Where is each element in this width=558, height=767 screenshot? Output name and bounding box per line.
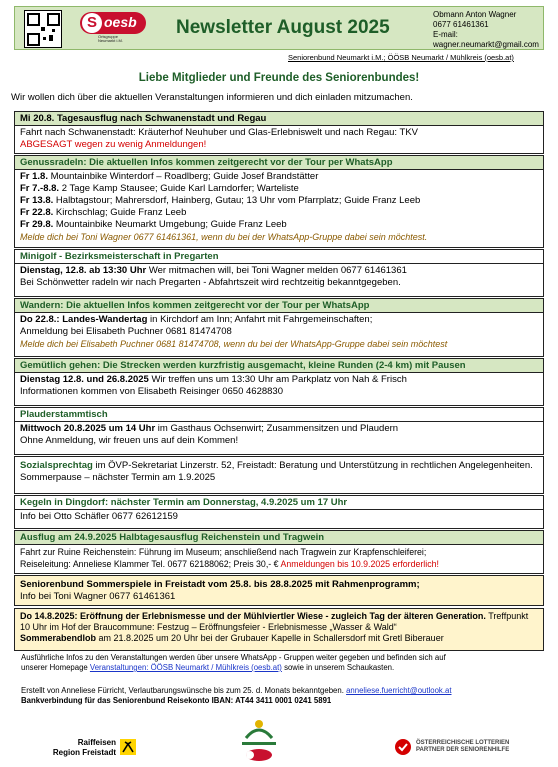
list-item: Fr 7.-8.8. 2 Tage Kamp Stausee; Guide Karl Larndorfer; Warteliste [20,183,299,194]
footer-info: Ausführliche Infos zu den Veranstaltungen werden über unsere WhatsApp - Gruppen weiter gegeben und befinden sich auf unserer Homepage Veranstaltungen: ÖÖSB Neumarkt / Mühlkreis (oesb.at) sowie in unserem Schaukasten. [21,653,446,672]
list-item: Fr 22.8. Kirchschlag; Guide Franz Leeb [20,207,187,218]
raiffeisen-logo: Raiffeisen Region Freistadt [50,738,140,764]
list-item: Fr 1.8. Mountainbike Winterdorf – Roadlberg; Guide Josef Brandstätter [20,171,319,182]
section-plauderstammtisch: Plauderstammtisch Mittwoch 20.8.2025 um 14 Uhr im Gasthaus Ochsenwirt; Zusammensitzen und Plaudern Ohne Anmeldung, wir freuen uns auf dein Kommen! [14,407,544,455]
section-ausflug-schwanenstadt: Mi 20.8. Tagesausflug nach Schwanenstadt und Regau Fahrt nach Schwanenstadt: Kräuterhof Neuhuber und Glas-Erlebniswelt und nach Regau: TKV ABGESAGT wegen zu wenig Anmeldungen! [14,111,544,154]
section-genussradeln: Genussradeln: Die aktuellen Infos kommen zeitgerecht vor der Tour per WhatsApp Fr 1.8. Mountainbike Winterdorf – Roadlberg; Guide Josef Brandstätter Fr 7.-8.8. 2 Tage Kamp Stausee; Guide Karl Larndorfer; Warteliste Fr 13.8. Halbtagstour; Mahrersdorf, Hainberg, Gutau; 13 Uhr vom Pfarrplatz; Guide Franz Leeb Fr 22.8. Kirchschlag; Guide Franz Leeb Fr 29.8. Mountainbike Neumarkt Umgebung; Guide Franz Leeb Melde dich bei Toni Wagner 0677 61461361, wenn du bei der WhatsApp-Gruppe dabei sein möchtest. [14,155,544,248]
footer-credits: Erstellt von Anneliese Fürricht, Verlautbarungswünsche bis zum 25. d. Monats bekanntgeben. anneliese.fuerricht@outlook.at Bankverbindung für das Seniorenbund Reisekonto IBAN: AT44 3411 0001 0241 5891 [21,686,452,705]
registration-alert: Anmeldungen bis 10.9.2025 erforderlich! [280,559,439,569]
section-ausflug-reichenstein: Ausflug am 24.9.2025 Halbtagesausflug Reichenstein und Tragwein Fahrt zur Ruine Reichenstein: Führung im Museum; anschließend nach Tragwein zur Krapfenschleiferei; Reiseleitung: Anneliese Klammer Tel. 0677 62188062; Preis 30,- € Anmeldungen bis 10.9.2025 erforderlich! [14,530,544,574]
section-title: Wandern: Die aktuellen Infos kommen zeitgerecht vor der Tour per WhatsApp [15,299,543,313]
section-minigolf: Minigolf - Bezirksmeisterschaft in Pregarten Dienstag, 12.8. ab 13:30 Uhr Wer mitmachen will, bei Toni Wagner melden 0677 61461361 Bei Schönwetter radeln wir nach Pregarten - Abfahrtszeit wird rechtzeitig bekanntgegeben. [14,249,544,297]
cancel-alert: ABGESAGT wegen zu wenig Anmeldungen! [20,139,207,150]
section-sommerspiele: Seniorenbund Sommerspiele in Freistadt vom 25.8. bis 28.8.2025 mit Rahmenprogramm; Info bei Toni Wagner 0677 61461361 [14,575,544,606]
raiffeisen-gable-icon [120,739,136,755]
lotterien-icon [394,738,412,756]
contact-email[interactable]: wagner.neumarkt@gmail.com [433,40,539,49]
intro-text: Wir wollen dich über die aktuellen Veranstaltungen informieren und dich einladen mitzumachen. [11,92,413,103]
org-link[interactable]: Seniorenbund Neumarkt i.M.; ÖÖSB Neumarkt / Mühlkreis (oesb.at) [288,53,514,62]
section-title: Ausflug am 24.9.2025 Halbtagesausflug Reichenstein und Tragwein [15,531,543,545]
qr-code-icon[interactable] [24,10,62,48]
section-wandern: Wandern: Die aktuellen Infos kommen zeitgerecht vor der Tour per WhatsApp Do 22.8.: Landes-Wandertag in Kirchdorf am Inn; Anfahrt mit Fahrgemeinschaften; Anmeldung bei Elisabeth Puchner 0681 81474708 Melde dich bei Elisabeth Puchner 0681 81474708, wenn du bei der WhatsApp-Gruppe dabei sein möchtest [14,298,544,357]
email-link[interactable]: anneliese.fuerricht@outlook.at [346,686,452,695]
list-item: Fr 29.8. Mountainbike Neumarkt Umgebung; Guide Franz Leeb [20,219,287,230]
section-title: Plauderstammtisch [15,408,543,422]
lotterien-logo: ÖSTERREICHISCHE LOTTERIEN PARTNER DER SENIORENHILFE [394,736,514,760]
seniorenbund-emblem-icon [236,712,282,764]
contact-block: Obmann Anton Wagner 0677 61461361 E-mail: wagner.neumarkt@gmail.com [433,10,539,49]
greeting: Liebe Mitglieder und Freunde des Seniorenbundes! [138,72,420,84]
section-erlebnismesse: Do 14.8.2025: Eröffnung der Erlebnismesse und der Mühlviertler Wiese - zugleich Tag der älteren Generation. Treffpunkt 10 Uhr im Hof der Braucommune: Festzug – Eröffnungsfeier - Erlebnismesse „Wasser & Wald“ Sommerabendlob am 21.8.2025 um 20 Uhr bei der Grubauer Kapelle in Schallersdorf mit Gretl Biberauer [14,608,544,651]
section-title: Minigolf - Bezirksmeisterschaft in Pregarten [15,250,543,264]
section-title: Mi 20.8. Tagesausflug nach Schwanenstadt und Regau [15,112,543,126]
section-title: Genussradeln: Die aktuellen Infos kommen zeitgerecht vor der Tour per WhatsApp [15,156,543,170]
section-title: Kegeln in Dingdorf: nächster Termin am Donnerstag, 4.9.2025 um 17 Uhr [15,496,543,510]
section-gemuetlich-gehen: Gemütlich gehen: Die Strecken werden kurzfristig ausgemacht, kleine Runden (2-4 km) mit Pausen Dienstag 12.8. und 26.8.2025 Wir treffen uns um 13:30 Uhr am Parkplatz von Nah & Frisch Informationen kommen von Elisabeth Reisinger 0650 4628830 [14,358,544,406]
oesb-logo: S oesb Ortsgruppe Neumarkt i.M. [80,12,146,42]
newsletter-title: Newsletter August 2025 [176,17,390,38]
section-kegeln: Kegeln in Dingdorf: nächster Termin am Donnerstag, 4.9.2025 um 17 Uhr Info bei Otto Schäfler 0677 62612159 [14,495,544,529]
section-sozialsprechtag: Sozialsprechtag im ÖVP-Sekretariat Linzerstr. 52, Freistadt: Beratung und Unterstützung in rechtlichen Angelegenheiten. Sommerpause – nächster Termin am 1.9.2025 [14,456,544,494]
section-title: Gemütlich gehen: Die Strecken werden kurzfristig ausgemacht, kleine Runden (2-4 km) mit Pausen [15,359,543,373]
list-item: Fr 13.8. Halbtagstour; Mahrersdorf, Hainberg, Gutau; 13 Uhr vom Pfarrplatz; Guide Franz Leeb [20,195,421,206]
homepage-link[interactable]: Veranstaltungen: ÖÖSB Neumarkt / Mühlkreis (oesb.at) [89,663,282,672]
